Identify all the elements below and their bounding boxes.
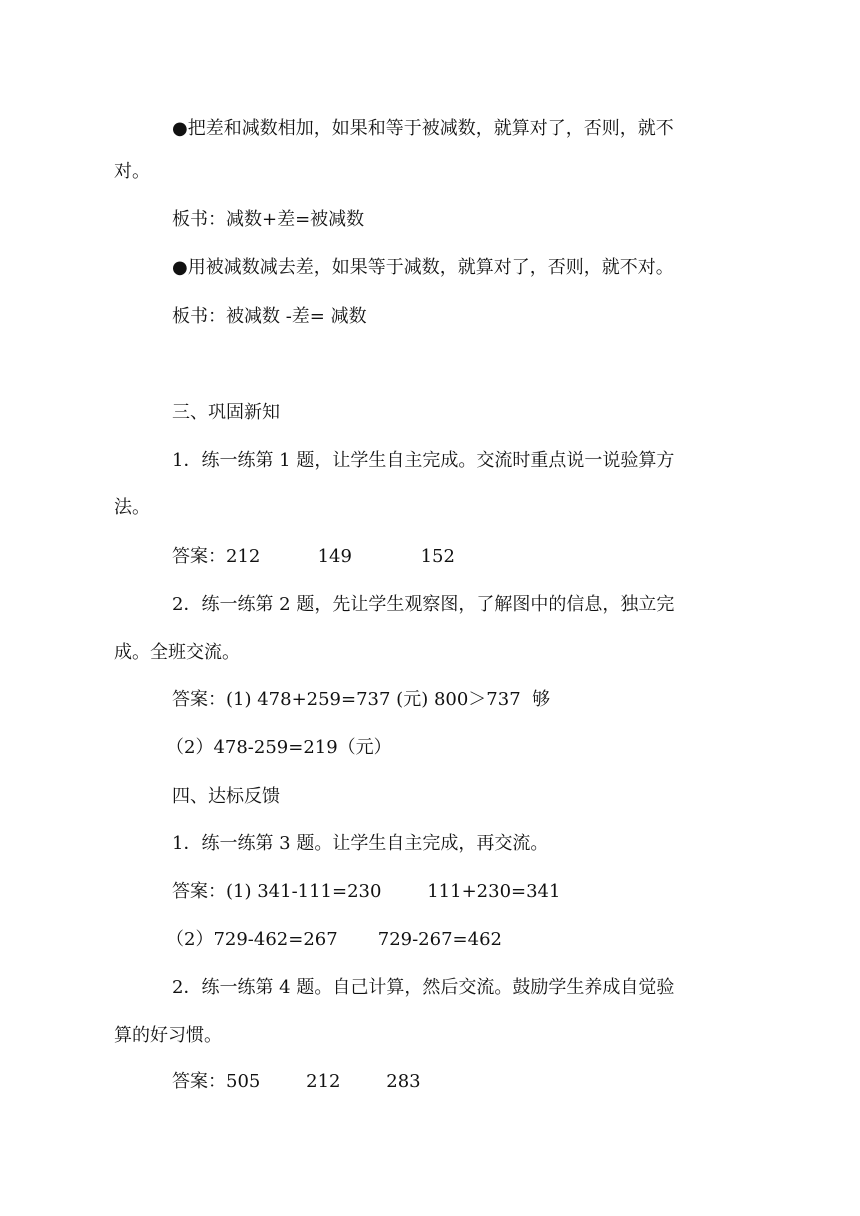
exercise-3: 1．练一练第 3 题。让学生自主完成，再交流。 — [172, 833, 549, 854]
board-note-1: 板书：减数+差=被减数 — [172, 209, 365, 230]
paragraph-continuation: 对。 — [114, 161, 150, 182]
answer-1: 答案：212 149 152 — [172, 546, 455, 567]
exercise-2-continuation: 成。全班交流。 — [114, 642, 240, 663]
answer-3-part-2: （2）729-462=267 729-267=462 — [166, 929, 502, 950]
answer-2-part-1: 答案：(1) 478+259=737 (元) 800＞737 够 — [172, 689, 551, 710]
answer-3-part-1: 答案：(1) 341-111=230 111+230=341 — [172, 881, 561, 902]
exercise-2: 2．练一练第 2 题，先让学生观察图，了解图中的信息，独立完 — [172, 594, 675, 615]
exercise-1: 1．练一练第 1 题，让学生自主完成。交流时重点说一说验算方 — [172, 450, 675, 471]
exercise-1-continuation: 法。 — [114, 497, 150, 518]
exercise-4: 2．练一练第 4 题。自己计算，然后交流。鼓励学生养成自觉验 — [172, 977, 675, 998]
section-heading-consolidate: 三、巩固新知 — [172, 402, 280, 423]
paragraph-check-by-addition: ●把差和减数相加，如果和等于被减数，就算对了，否则，就不 — [172, 118, 674, 139]
exercise-4-continuation: 算的好习惯。 — [114, 1025, 222, 1046]
paragraph-check-by-subtraction: ●用被减数减去差，如果等于减数，就算对了，否则，就不对。 — [172, 257, 674, 278]
board-note-2: 板书：被减数 -差= 减数 — [172, 306, 367, 327]
answer-2-part-2: （2）478-259=219（元） — [166, 737, 392, 758]
section-heading-feedback: 四、达标反馈 — [172, 786, 280, 807]
answer-4: 答案：505 212 283 — [172, 1071, 421, 1092]
